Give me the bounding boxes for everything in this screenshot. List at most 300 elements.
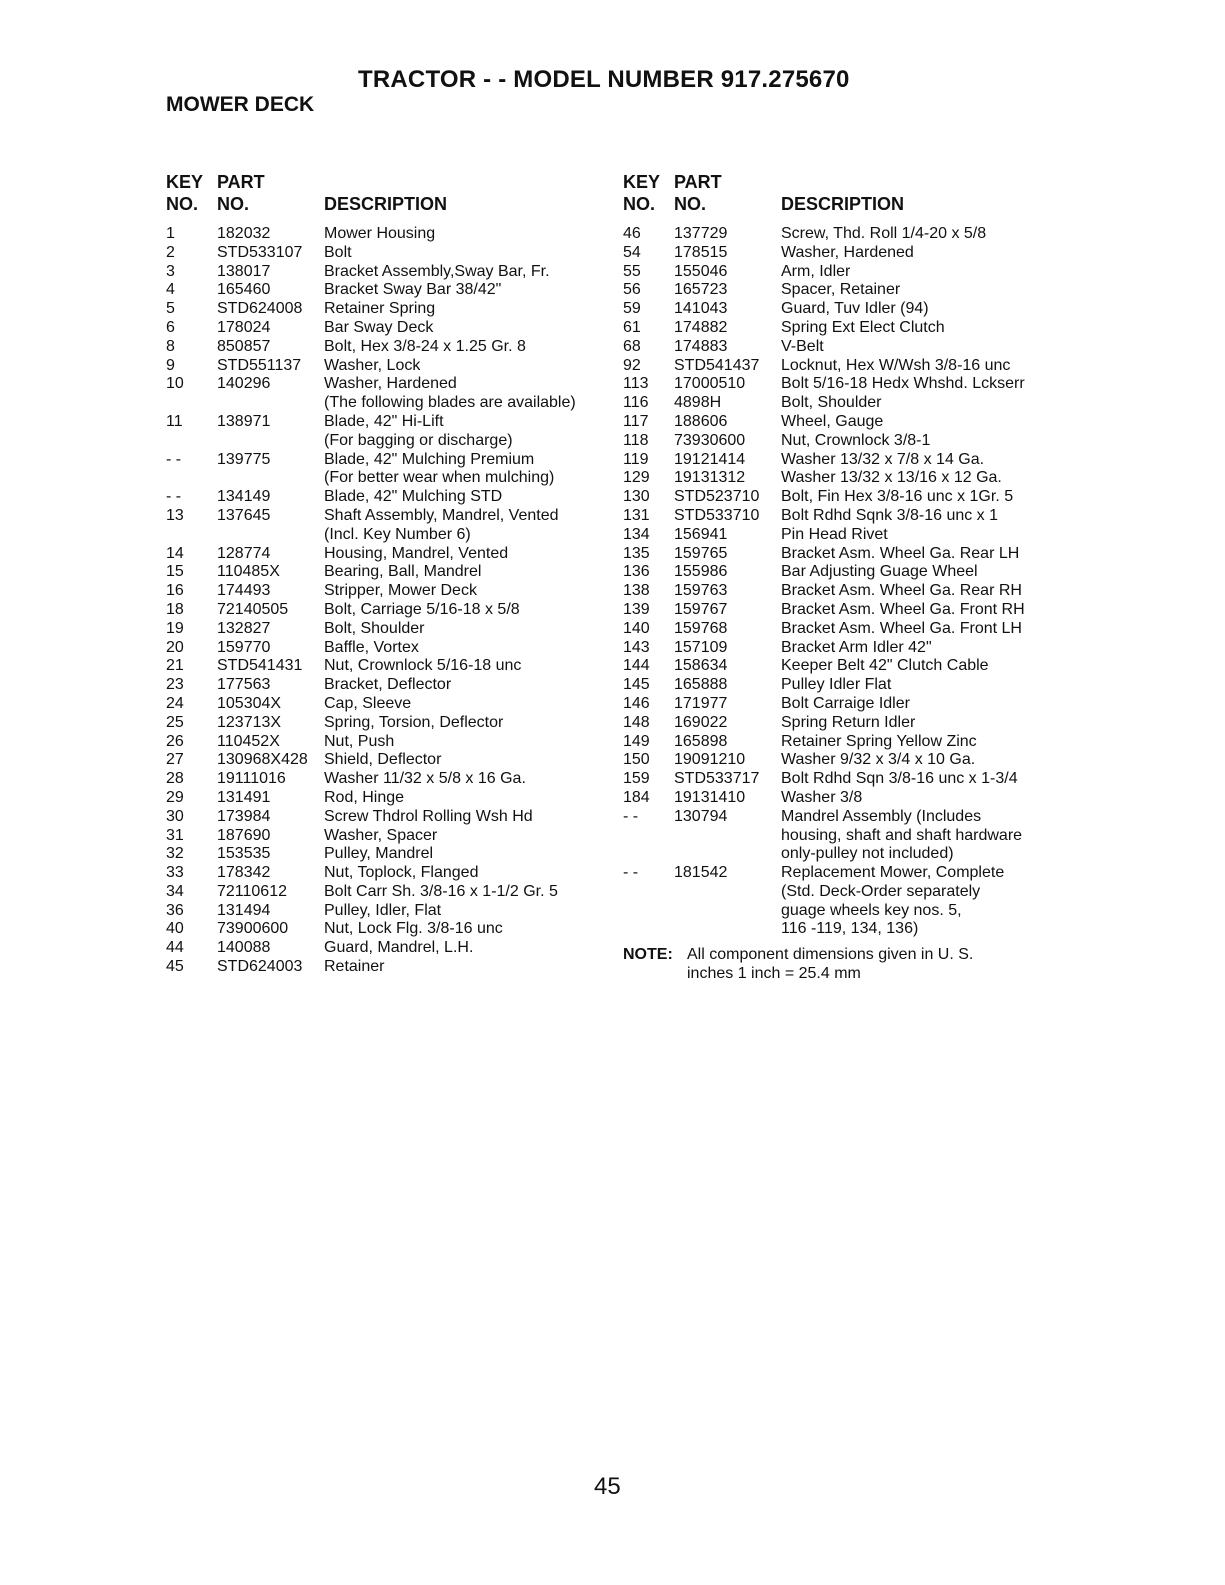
description-cell: Bracket Arm Idler 42"	[781, 638, 932, 656]
part-no-cell: STD533107	[217, 243, 303, 261]
key-no-cell: 54	[623, 243, 641, 261]
table-header	[166, 170, 611, 222]
table-row	[623, 751, 1063, 770]
table-row	[166, 488, 611, 507]
part-no-cell: 178342	[217, 864, 271, 882]
part-no-cell: 156941	[674, 525, 728, 543]
description-cell: Bracket Asm. Wheel Ga. Front RH	[781, 600, 1025, 618]
description-cell: Spacer, Retainer	[781, 281, 901, 299]
table-row	[623, 695, 1063, 714]
description-cell: Guard, Mandrel, L.H.	[324, 939, 474, 957]
description-cell: Nut, Push	[324, 732, 395, 750]
table-row	[166, 357, 611, 376]
key-no-cell: 148	[623, 713, 650, 731]
description-cell: Bolt, Shoulder	[781, 394, 882, 412]
table-row	[623, 545, 1063, 564]
key-no-cell: 36	[166, 901, 184, 919]
table-row	[166, 263, 611, 282]
description-cell: Arm, Idler	[781, 262, 851, 280]
description-cell: Housing, Mandrel, Vented	[324, 544, 509, 562]
part-no-cell: 130968X428	[217, 751, 308, 769]
key-no-cell: 140	[623, 619, 650, 637]
part-no-cell: 72110612	[217, 882, 287, 900]
part-no-cell: 130794	[674, 807, 728, 825]
key-no-cell: 5	[166, 300, 175, 318]
key-no-cell: 23	[166, 676, 184, 694]
table-row	[166, 375, 611, 394]
description-cell: Bracket Asm. Wheel Ga. Rear RH	[781, 582, 1022, 600]
part-header: PART	[217, 172, 265, 192]
description-cell: Washer, Hardened	[781, 243, 914, 261]
part-no-cell: 132827	[217, 619, 271, 637]
description-cell: Bolt	[324, 243, 352, 261]
description-cell: Shaft Assembly, Mandrel, Vented	[324, 506, 559, 524]
table-row	[166, 319, 611, 338]
key-no-cell: - -	[166, 488, 182, 506]
key-no-cell: 61	[623, 318, 641, 336]
key-no-cell: 20	[166, 638, 184, 656]
key-no-cell: 31	[166, 826, 184, 844]
key-no-cell: 138	[623, 582, 650, 600]
table-row	[166, 864, 611, 883]
description-cell: Washer, Spacer	[324, 826, 438, 844]
table-row	[166, 676, 611, 695]
description-cell: Bracket Assembly,Sway Bar, Fr.	[324, 262, 550, 280]
part-header: PART	[674, 172, 722, 192]
part-no-cell: STD533710	[674, 506, 760, 524]
description-cell: Mower Housing	[324, 225, 436, 242]
key-no-cell: 135	[623, 544, 650, 562]
part-no-cell: 137729	[674, 225, 728, 242]
key-no-cell: 29	[166, 788, 184, 806]
key-no-cell: 34	[166, 882, 184, 900]
key-no-cell: 55	[623, 262, 641, 280]
description-cell: Retainer Spring Yellow Zinc	[781, 732, 977, 750]
description-cell: Spring Ext Elect Clutch	[781, 318, 945, 336]
table-row	[623, 714, 1063, 733]
table-row	[166, 601, 611, 620]
part-no-cell: 131491	[217, 788, 271, 806]
description-cell: Blade, 42" Mulching Premium	[324, 450, 535, 468]
table-row	[166, 620, 611, 639]
description-cell: Bolt, Fin Hex 3/8-16 unc x 1Gr. 5	[781, 488, 1014, 506]
part-no-cell: 141043	[674, 300, 728, 318]
key-no-cell: 28	[166, 770, 184, 788]
part-no-cell: 128774	[217, 544, 271, 562]
part-no-cell: 105304X	[217, 694, 282, 712]
description-cell: Spring Return Idler	[781, 713, 916, 731]
table-row	[623, 357, 1063, 376]
table-row	[623, 488, 1063, 507]
part-no-cell: 178515	[674, 243, 728, 261]
part-no-cell: 159770	[217, 638, 271, 656]
note	[623, 945, 1063, 985]
key-no-cell: - -	[623, 807, 639, 825]
key-no-cell: 14	[166, 544, 184, 562]
key-header: KEY	[623, 172, 661, 192]
table-row	[623, 451, 1063, 470]
table-row	[166, 827, 611, 846]
table-row	[166, 958, 611, 977]
description-header: DESCRIPTION	[781, 194, 905, 214]
table-row	[623, 676, 1063, 695]
part-no-cell: 73900600	[217, 920, 289, 938]
key-no-cell: 44	[166, 939, 184, 957]
table-row	[166, 507, 611, 526]
key-no-cell: 116	[623, 394, 649, 412]
table-row	[623, 920, 1063, 939]
key-no-cell: 118	[623, 431, 649, 449]
table-row	[166, 545, 611, 564]
description-cell: Pulley, Idler, Flat	[324, 901, 442, 919]
key-no-cell: 150	[623, 751, 650, 769]
description-cell: Bar Sway Deck	[324, 318, 434, 336]
description-cell: Blade, 42" Mulching STD	[324, 488, 503, 506]
key-no-cell: 26	[166, 732, 184, 750]
part-no-cell: 188606	[674, 412, 728, 430]
description-cell: Wheel, Gauge	[781, 412, 884, 430]
table-row	[623, 657, 1063, 676]
part-no-cell: 157109	[674, 638, 728, 656]
key-no-cell: 24	[166, 694, 184, 712]
part-no-cell: 155986	[674, 563, 728, 581]
key-no-cell: 9	[166, 356, 175, 374]
table-row	[166, 281, 611, 300]
description-cell: Nut, Lock Flg. 3/8-16 unc	[324, 920, 503, 938]
table-row	[623, 808, 1063, 827]
table-row	[623, 394, 1063, 413]
part-no-cell: 165888	[674, 676, 728, 694]
table-row	[623, 263, 1063, 282]
part-no-cell: 131494	[217, 901, 271, 919]
description-cell: Washer 13/32 x 13/16 x 12 Ga.	[781, 469, 1002, 487]
key-no-cell: 18	[166, 600, 184, 618]
part-no-cell: STD533717	[674, 770, 760, 788]
key-no-cell: 117	[623, 412, 649, 430]
key-no-cell: - -	[166, 450, 182, 468]
key-no-cell: 113	[623, 375, 649, 393]
table-row	[623, 789, 1063, 808]
table-row	[623, 507, 1063, 526]
table-row	[623, 883, 1063, 902]
part-no-cell: 187690	[217, 826, 271, 844]
table-row	[623, 319, 1063, 338]
part-no-cell: STD551137	[217, 356, 302, 374]
key-no-cell: 3	[166, 262, 175, 280]
part-no-cell: STD541431	[217, 657, 303, 675]
description-cell: guage wheels key nos. 5,	[781, 901, 962, 919]
table-row	[166, 845, 611, 864]
table-row	[166, 714, 611, 733]
key-no-cell: 16	[166, 582, 184, 600]
description-cell: Washer, Lock	[324, 356, 421, 374]
key-no-cell: 10	[166, 375, 184, 393]
table-row	[166, 413, 611, 432]
key-no-cell: 143	[623, 638, 650, 656]
part-no-cell: 137645	[217, 506, 271, 524]
description-cell: Bolt Carraige Idler	[781, 694, 910, 712]
table-row	[623, 582, 1063, 601]
part-no-cell: STD541437	[674, 356, 760, 374]
description-cell: Washer 11/32 x 5/8 x 16 Ga.	[324, 770, 526, 788]
description-cell: Bracket Asm. Wheel Ga. Front LH	[781, 619, 1022, 637]
part-no-cell: 165460	[217, 281, 271, 299]
key-no-cell: 13	[166, 506, 184, 524]
table-row	[623, 225, 1063, 244]
table-row	[166, 451, 611, 470]
part-no-cell: 159765	[674, 544, 728, 562]
table-row	[623, 733, 1063, 752]
key-no-cell: 4	[166, 281, 175, 299]
note-label: NOTE:	[623, 946, 673, 964]
table-row	[623, 563, 1063, 582]
table-row	[623, 469, 1063, 488]
part-no-cell: 159767	[674, 600, 728, 618]
parts-table-right	[623, 170, 1063, 985]
table-row	[623, 526, 1063, 545]
description-cell: Washer 9/32 x 3/4 x 10 Ga.	[781, 751, 976, 769]
table-row	[166, 526, 611, 545]
description-cell: Bolt Carr Sh. 3/8-16 x 1-1/2 Gr. 5	[324, 882, 558, 900]
part-no-cell: 165898	[674, 732, 728, 750]
table-row	[623, 244, 1063, 263]
key-no-cell: 59	[623, 300, 641, 318]
part-no-cell: 177563	[217, 676, 271, 694]
description-cell: Retainer Spring	[324, 300, 436, 318]
key-no-cell: 149	[623, 732, 650, 750]
table-row	[623, 864, 1063, 883]
table-row	[166, 902, 611, 921]
table-row	[166, 338, 611, 357]
table-row	[166, 469, 611, 488]
part-no-cell: 174883	[674, 337, 728, 355]
description-header: DESCRIPTION	[324, 194, 448, 214]
description-cell: (Incl. Key Number 6)	[324, 525, 471, 543]
description-cell: Washer, Hardened	[324, 375, 457, 393]
part-no-cell: 165723	[674, 281, 728, 299]
table-row	[623, 845, 1063, 864]
part-no-cell: 19121414	[674, 450, 746, 468]
part-no-cell: 140088	[217, 939, 271, 957]
description-cell: Baffle, Vortex	[324, 638, 419, 656]
key-no-cell: 11	[166, 412, 183, 430]
part-no-cell: 138971	[217, 412, 271, 430]
part-no-cell: 171977	[674, 694, 728, 712]
key-no-cell: 30	[166, 807, 184, 825]
section-title: MOWER DECK	[166, 93, 315, 116]
part-no-cell: 134149	[217, 488, 271, 506]
description-cell: 116 -119, 134, 136)	[781, 920, 919, 938]
description-cell: housing, shaft and shaft hardware	[781, 826, 1023, 844]
table-row	[623, 338, 1063, 357]
description-cell: Bolt, Hex 3/8-24 x 1.25 Gr. 8	[324, 337, 526, 355]
description-cell: Retainer	[324, 958, 385, 976]
key-no-cell: 21	[166, 657, 184, 675]
note-text-line2: inches 1 inch = 25.4 mm	[687, 965, 861, 983]
key-header: KEY	[166, 172, 204, 192]
key-no-cell: - -	[623, 864, 639, 882]
part-no-cell: 4898H	[674, 394, 722, 412]
table-row	[623, 281, 1063, 300]
key-no-cell: 131	[623, 506, 650, 524]
description-cell: Bearing, Ball, Mandrel	[324, 563, 482, 581]
description-cell: Screw Thdrol Rolling Wsh Hd	[324, 807, 533, 825]
table-row	[623, 601, 1063, 620]
table-row	[623, 770, 1063, 789]
key-no-cell: 144	[623, 657, 650, 675]
part-no-header: NO.	[674, 194, 707, 214]
table-row	[623, 413, 1063, 432]
key-no-header: NO.	[623, 194, 656, 214]
part-no-cell: STD624008	[217, 300, 303, 318]
key-no-cell: 46	[623, 225, 641, 242]
part-no-cell: 73930600	[674, 431, 746, 449]
part-no-cell: 181542	[674, 864, 728, 882]
part-no-cell: 110485X	[217, 563, 280, 581]
part-no-cell: 19091210	[674, 751, 746, 769]
table-row	[166, 563, 611, 582]
description-cell: Washer 13/32 x 7/8 x 14 Ga.	[781, 450, 985, 468]
table-row	[166, 300, 611, 319]
key-no-cell: 146	[623, 694, 650, 712]
part-no-header: NO.	[217, 194, 250, 214]
description-cell: Bracket, Deflector	[324, 676, 452, 694]
key-no-header: NO.	[166, 194, 199, 214]
parts-table-left	[166, 170, 611, 977]
table-row	[623, 375, 1063, 394]
key-no-cell: 6	[166, 318, 175, 336]
table-row	[166, 582, 611, 601]
note-text-line1: All component dimensions given in U. S.	[687, 946, 974, 964]
description-cell: V-Belt	[781, 337, 824, 355]
part-no-cell: 158634	[674, 657, 728, 675]
description-cell: Bolt, Carriage 5/16-18 x 5/8	[324, 600, 520, 618]
key-no-cell: 19	[166, 619, 184, 637]
description-cell: Nut, Toplock, Flanged	[324, 864, 479, 882]
table-row	[623, 300, 1063, 319]
description-cell: Keeper Belt 42" Clutch Cable	[781, 657, 989, 675]
part-no-cell: 19111016	[217, 770, 286, 788]
part-no-cell: 138017	[217, 262, 271, 280]
key-no-cell: 136	[623, 563, 650, 581]
description-cell: Cap, Sleeve	[324, 694, 412, 712]
part-no-cell: 110452X	[217, 732, 280, 750]
description-cell: Bolt Rdhd Sqn 3/8-16 unc x 1-3/4	[781, 770, 1018, 788]
part-no-cell: 155046	[674, 262, 728, 280]
part-no-cell: STD624003	[217, 958, 303, 976]
table-row	[166, 939, 611, 958]
table-row	[623, 902, 1063, 921]
table-row	[623, 639, 1063, 658]
key-no-cell: 1	[166, 225, 175, 242]
part-no-cell: 182032	[217, 225, 271, 242]
description-cell: only-pulley not included)	[781, 845, 954, 863]
key-no-cell: 119	[623, 450, 649, 468]
description-cell: Nut, Crownlock 3/8-1	[781, 431, 931, 449]
page-title: TRACTOR - - MODEL NUMBER 917.275670	[358, 66, 850, 93]
key-no-cell: 184	[623, 788, 650, 806]
table-row	[166, 657, 611, 676]
key-no-cell: 27	[166, 751, 184, 769]
table-row	[166, 244, 611, 263]
key-no-cell: 32	[166, 845, 184, 863]
part-no-cell: 174493	[217, 582, 271, 600]
table-row	[166, 751, 611, 770]
page-number: 45	[594, 1473, 621, 1500]
key-no-cell: 15	[166, 563, 184, 581]
key-no-cell: 129	[623, 469, 650, 487]
table-row	[623, 620, 1063, 639]
description-cell: Mandrel Assembly (Includes	[781, 807, 982, 825]
description-cell: Bolt 5/16-18 Hedx Whshd. Lckserr	[781, 375, 1025, 393]
table-row	[166, 789, 611, 808]
table-row	[166, 808, 611, 827]
table-row	[623, 432, 1063, 451]
description-cell: Guard, Tuv Idler (94)	[781, 300, 929, 318]
part-no-cell: 17000510	[674, 375, 746, 393]
part-no-cell: 173984	[217, 807, 271, 825]
description-cell: Rod, Hinge	[324, 788, 405, 806]
description-cell: Bolt Rdhd Sqnk 3/8-16 unc x 1	[781, 506, 999, 524]
key-no-cell: 33	[166, 864, 184, 882]
table-row	[166, 695, 611, 714]
key-no-cell: 159	[623, 770, 650, 788]
description-cell: Screw, Thd. Roll 1/4-20 x 5/8	[781, 225, 987, 242]
key-no-cell: 92	[623, 356, 641, 374]
key-no-cell: 25	[166, 713, 184, 731]
table-header	[623, 170, 1063, 222]
key-no-cell: 139	[623, 600, 650, 618]
table-row	[166, 225, 611, 244]
description-cell: Bar Adjusting Guage Wheel	[781, 563, 978, 581]
description-cell: (Std. Deck-Order separately	[781, 882, 981, 900]
description-cell: Bracket Asm. Wheel Ga. Rear LH	[781, 544, 1020, 562]
key-no-cell: 56	[623, 281, 641, 299]
part-no-cell: 159763	[674, 582, 728, 600]
description-cell: Spring, Torsion, Deflector	[324, 713, 504, 731]
description-cell: Pin Head Rivet	[781, 525, 888, 543]
part-no-cell: 72140505	[217, 600, 289, 618]
table-row	[166, 770, 611, 789]
part-no-cell: STD523710	[674, 488, 760, 506]
key-no-cell: 40	[166, 920, 184, 938]
table-row	[166, 639, 611, 658]
description-cell: (For bagging or discharge)	[324, 431, 513, 449]
key-no-cell: 68	[623, 337, 641, 355]
table-row	[166, 394, 611, 413]
part-no-cell: 19131410	[674, 788, 746, 806]
table-body	[623, 225, 1063, 939]
table-row	[166, 883, 611, 902]
part-no-cell: 174882	[674, 318, 728, 336]
part-no-cell: 19131312	[674, 469, 746, 487]
description-cell: (For better wear when mulching)	[324, 469, 555, 487]
description-cell: Pulley, Mandrel	[324, 845, 434, 863]
description-cell: Blade, 42" Hi-Lift	[324, 412, 444, 430]
key-no-cell: 145	[623, 676, 650, 694]
description-cell: Bolt, Shoulder	[324, 619, 425, 637]
description-cell: Washer 3/8	[781, 788, 863, 806]
description-cell: Nut, Crownlock 5/16-18 unc	[324, 657, 522, 675]
description-cell: (The following blades are available)	[324, 394, 576, 412]
part-no-cell: 850857	[217, 337, 271, 355]
part-no-cell: 178024	[217, 318, 271, 336]
table-row	[166, 920, 611, 939]
part-no-cell: 153535	[217, 845, 271, 863]
part-no-cell: 139775	[217, 450, 271, 468]
key-no-cell: 130	[623, 488, 650, 506]
description-cell: Pulley Idler Flat	[781, 676, 892, 694]
